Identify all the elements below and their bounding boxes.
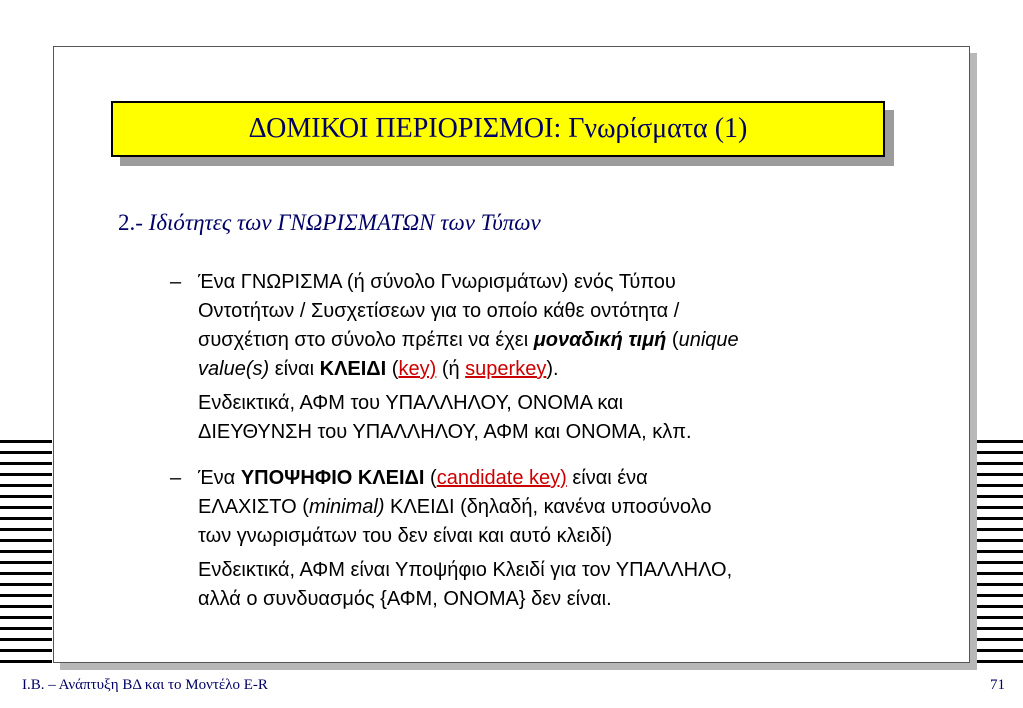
unique-value-term: μοναδική τιμή xyxy=(533,329,667,351)
unique-term: unique xyxy=(678,329,739,351)
bullet-2-line-2 xyxy=(198,493,943,522)
paren-open-3: ( xyxy=(424,467,437,489)
footer-page-number: 71 xyxy=(990,677,1005,693)
or-text: (ή xyxy=(436,358,466,380)
bullet-1-marker: – xyxy=(170,271,182,293)
bullet-2-line-1 xyxy=(198,464,943,493)
subtitle-number: 2.- xyxy=(118,210,149,235)
bullet-1-line-3 xyxy=(198,326,943,355)
bullet-1-example-line-1: Ενδεικτικά, ΑΦΜ του ΥΠΑΛΛΗΛΟΥ, ΟΝΟΜΑ και xyxy=(198,392,624,414)
values-term: value(s) xyxy=(198,358,270,380)
bullet-2-example-line-2: αλλά ο συνδυασμός {ΑΦΜ, ΟΝΟΜΑ} δεν είναι. xyxy=(198,588,612,610)
ena-text: Ένα xyxy=(198,467,241,489)
minimal-term: minimal) xyxy=(308,496,385,518)
bullet-2-candidate-key xyxy=(170,464,943,614)
superkey-link[interactable]: superkey xyxy=(465,358,547,380)
candidate-key-term: ΥΠΟΨΗΦΙΟ ΚΛΕΙΔΙ xyxy=(240,467,425,489)
bullet-2-marker: – xyxy=(170,467,182,489)
subtitle-text: Ιδιότητες των ΓΝΩΡΙΣΜΑΤΩΝ των Τύπων xyxy=(148,210,541,235)
bullet-2-line-3: των γνωρισμάτων του δεν είναι και αυτό κλειδί) xyxy=(198,525,613,547)
slide-title: ΔΟΜΙΚΟΙ ΠΕΡΙΟΡΙΣΜΟΙ: Γνωρίσματα (1) xyxy=(248,113,748,144)
paren-open-2: ( xyxy=(386,358,399,380)
key-link[interactable]: key) xyxy=(398,358,437,380)
einai-text: είναι xyxy=(269,358,320,380)
line-end: ). xyxy=(546,358,559,380)
paren-open: ( xyxy=(666,329,679,351)
bullet-2-example-line-1: Ενδεικτικά, ΑΦΜ είναι Υποψήφιο Κλειδί για τον ΥΠΑΛΛΗΛΟ, xyxy=(198,559,733,581)
right-stripes-decoration xyxy=(973,440,1023,671)
elaxisto-text: ΕΛΑΧΙΣΤΟ ( xyxy=(198,496,309,518)
footer-course-title: Ι.Β. – Ανάπτυξη ΒΔ και το Μοντέλο E-R xyxy=(22,677,268,693)
einai-ena-text: είναι ένα xyxy=(566,467,648,489)
bullet-1-line-4 xyxy=(198,355,943,384)
bullet-1-line-1: Ένα ΓΝΩΡΙΣΜΑ (ή σύνολο Γνωρισμάτων) ενός Τύπου xyxy=(198,271,676,293)
kleidi-text: ΚΛΕΙΔΙ (δηλαδή, κανένα υποσύνολο xyxy=(384,496,712,518)
bullet-1-example-line-2: ΔΙΕΥΘΥΝΣΗ του ΥΠΑΛΛΗΛΟΥ, ΑΦΜ και ΟΝΟΜΑ, κλπ. xyxy=(198,421,692,443)
left-stripes-decoration xyxy=(0,440,52,671)
bullet-1-line-2: Οντοτήτων / Συσχετίσεων για το οποίο κάθε οντότητα / xyxy=(198,300,680,322)
key-term-bold: ΚΛΕΙΔΙ xyxy=(319,358,387,380)
slide-title-box xyxy=(111,101,885,157)
bullet-1-definition xyxy=(170,268,943,447)
slide-subtitle xyxy=(118,210,541,236)
bullet-1-line-3-text: συσχέτιση στο σύνολο πρέπει να έχει xyxy=(198,329,534,351)
candidate-key-link[interactable]: candidate key) xyxy=(436,467,567,489)
